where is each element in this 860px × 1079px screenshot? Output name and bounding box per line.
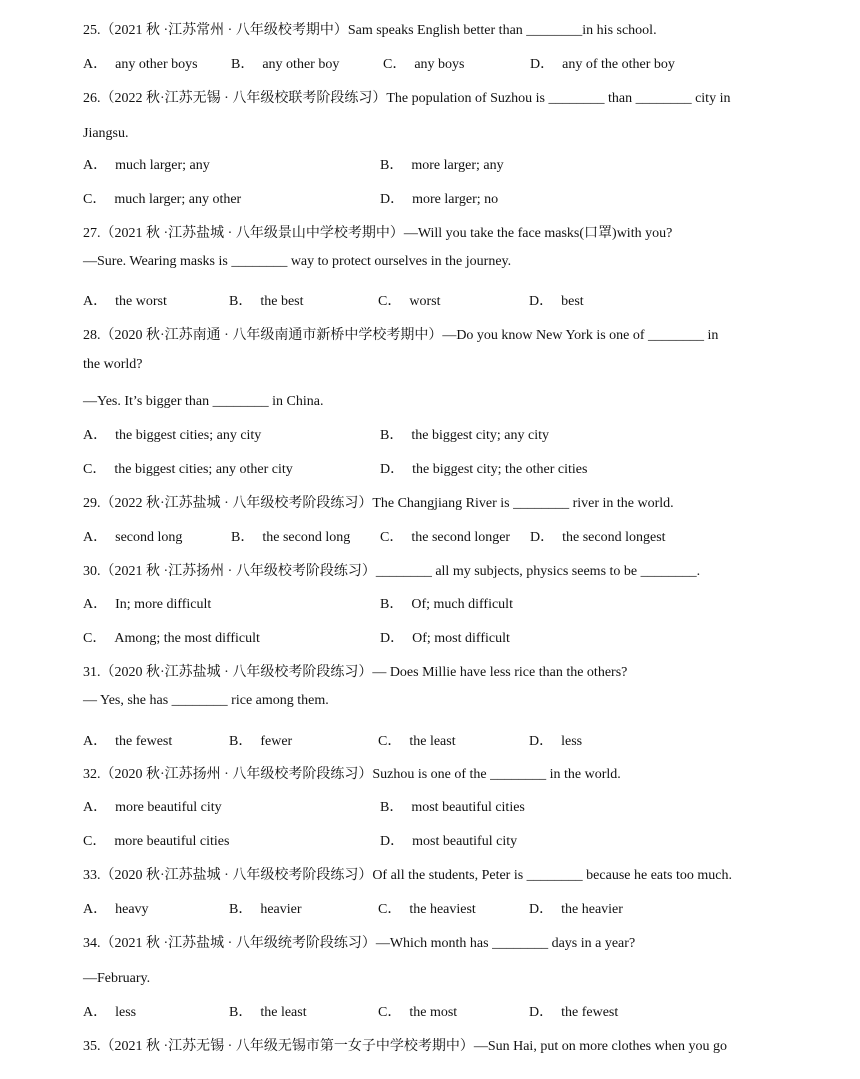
option-letter: B．: [380, 597, 404, 612]
option-letter: B．: [229, 294, 253, 309]
option-text: the heavier: [561, 902, 623, 917]
option-letter: C．: [383, 57, 407, 72]
option-text: any of the other boy: [562, 57, 675, 72]
option-letter: A．: [83, 597, 108, 612]
option-text: much larger; any: [115, 158, 210, 173]
option-letter: D．: [529, 734, 554, 749]
answer-option[interactable]: [83, 191, 241, 209]
option-letter: B．: [231, 57, 255, 72]
option-letter: B．: [380, 428, 404, 443]
option-letter: D．: [529, 902, 554, 917]
option-text: the biggest cities; any other city: [114, 462, 293, 477]
option-text: most beautiful city: [412, 834, 518, 849]
answer-option[interactable]: [229, 293, 304, 311]
option-text: the heaviest: [409, 902, 476, 917]
answer-option[interactable]: [529, 901, 623, 919]
option-letter: C．: [378, 1005, 402, 1020]
answer-option[interactable]: [529, 293, 584, 311]
question-stem: 33.（2020 秋·江苏盐城 · 八年级校考阶段练习）Of all the students, Peter is ________ because he eats too much.: [83, 868, 732, 883]
answer-option[interactable]: [530, 56, 675, 74]
option-text: more larger; any: [411, 158, 504, 173]
option-text: the worst: [115, 294, 167, 309]
option-text: Of; most difficult: [412, 631, 510, 646]
option-letter: A．: [83, 1005, 108, 1020]
answer-option[interactable]: [83, 596, 211, 614]
question-stem: 30.（2021 秋 ·江苏扬州 · 八年级校考阶段练习）________ all my subjects, physics seems to be ________.: [83, 564, 701, 579]
answer-option[interactable]: [380, 596, 513, 614]
option-text: the second long: [262, 530, 351, 545]
option-text: less: [115, 1005, 137, 1020]
answer-option[interactable]: [83, 157, 210, 175]
option-letter: A．: [83, 530, 108, 545]
answer-option[interactable]: [229, 1004, 307, 1022]
answer-option[interactable]: [83, 56, 198, 74]
answer-option[interactable]: [380, 157, 504, 175]
answer-option[interactable]: [380, 833, 517, 851]
option-letter: B．: [229, 902, 253, 917]
option-text: the best: [260, 294, 304, 309]
option-letter: D．: [380, 462, 405, 477]
answer-option[interactable]: [530, 529, 666, 547]
option-letter: A．: [83, 800, 108, 815]
question-stem: 35.（2021 秋 ·江苏无锡 · 八年级无锡市第一女子中学校考期中）—Sun Hai, put on more clothes when you go: [83, 1039, 727, 1054]
answer-option[interactable]: [229, 901, 302, 919]
option-text: the second longest: [562, 530, 666, 545]
question-stem: 28.（2020 秋·江苏南通 · 八年级南通市新桥中学校考期中）—Do you know New York is one of ________ in: [83, 328, 719, 343]
option-text: the fewest: [115, 734, 173, 749]
answer-option[interactable]: [83, 630, 260, 648]
answer-option[interactable]: [378, 733, 456, 751]
answer-option[interactable]: [383, 56, 465, 74]
option-letter: C．: [378, 734, 402, 749]
answer-option[interactable]: [380, 630, 510, 648]
option-text: more beautiful cities: [114, 834, 230, 849]
option-text: second long: [115, 530, 183, 545]
option-text: the biggest cities; any city: [115, 428, 262, 443]
option-text: fewer: [260, 734, 293, 749]
option-letter: C．: [83, 462, 107, 477]
answer-option[interactable]: [83, 461, 293, 479]
answer-option[interactable]: [231, 529, 350, 547]
option-letter: D．: [529, 1005, 554, 1020]
answer-option[interactable]: [83, 529, 182, 547]
option-text: any other boy: [262, 57, 340, 72]
option-text: heavier: [260, 902, 302, 917]
option-letter: D．: [380, 631, 405, 646]
answer-option[interactable]: [380, 191, 498, 209]
option-text: In; more difficult: [115, 597, 212, 612]
answer-option[interactable]: [378, 1004, 457, 1022]
option-text: more larger; no: [412, 192, 499, 207]
option-letter: D．: [529, 294, 554, 309]
option-letter: C．: [378, 902, 402, 917]
option-letter: D．: [530, 530, 555, 545]
answer-option[interactable]: [231, 56, 339, 74]
option-letter: B．: [231, 530, 255, 545]
option-text: best: [561, 294, 584, 309]
option-text: the most: [409, 1005, 458, 1020]
question-stem: 32.（2020 秋·江苏扬州 · 八年级校考阶段练习）Suzhou is one of the ________ in the world.: [83, 767, 621, 782]
question-stem: 27.（2021 秋 ·江苏盐城 · 八年级景山中学校考期中）—Will you take the face masks(口罩)with you?: [83, 226, 673, 241]
answer-option[interactable]: [229, 733, 292, 751]
option-letter: A．: [83, 158, 108, 173]
answer-option[interactable]: [529, 733, 582, 751]
answer-option[interactable]: [83, 427, 261, 445]
option-text: worst: [409, 294, 441, 309]
answer-option[interactable]: [378, 293, 440, 311]
question-stem: 26.（2022 秋·江苏无锡 · 八年级校联考阶段练习）The population of Suzhou is ________ than ________ city in: [83, 91, 731, 106]
option-letter: B．: [229, 734, 253, 749]
question-stem: 31.（2020 秋·江苏盐城 · 八年级校考阶段练习）— Does Millie have less rice than the others?: [83, 665, 628, 680]
answer-option[interactable]: [380, 799, 525, 817]
question-line: Jiangsu.: [83, 126, 129, 141]
answer-option[interactable]: [83, 799, 222, 817]
option-text: heavy: [115, 902, 149, 917]
option-letter: C．: [380, 530, 404, 545]
option-text: Of; much difficult: [411, 597, 513, 612]
option-letter: A．: [83, 902, 108, 917]
option-letter: A．: [83, 57, 108, 72]
option-letter: D．: [380, 834, 405, 849]
option-letter: C．: [83, 631, 107, 646]
question-stem: 34.（2021 秋 ·江苏盐城 · 八年级统考阶段练习）—Which month has ________ days in a year?: [83, 936, 636, 951]
option-text: more beautiful city: [115, 800, 222, 815]
option-letter: A．: [83, 294, 108, 309]
answer-option[interactable]: [83, 733, 172, 751]
option-text: the biggest city; the other cities: [412, 462, 588, 477]
question-line: —February.: [83, 971, 151, 986]
question-stem: 29.（2022 秋·江苏盐城 · 八年级校考阶段练习）The Changjiang River is ________ river in the world.: [83, 496, 674, 511]
option-letter: C．: [83, 192, 107, 207]
option-text: the second longer: [411, 530, 511, 545]
option-letter: B．: [380, 800, 404, 815]
question-line: — Yes, she has ________ rice among them.: [83, 693, 329, 708]
question-line: —Sure. Wearing masks is ________ way to protect ourselves in the journey.: [83, 254, 512, 269]
option-text: less: [561, 734, 583, 749]
option-text: any boys: [414, 57, 465, 72]
option-letter: B．: [229, 1005, 253, 1020]
option-letter: A．: [83, 734, 108, 749]
option-text: any other boys: [115, 57, 198, 72]
option-letter: A．: [83, 428, 108, 443]
option-letter: D．: [530, 57, 555, 72]
question-line: —Yes. It’s bigger than ________ in China.: [83, 394, 324, 409]
option-text: Among; the most difficult: [114, 631, 260, 646]
option-text: the fewest: [561, 1005, 619, 1020]
answer-option[interactable]: [83, 293, 167, 311]
option-text: the least: [260, 1005, 307, 1020]
answer-option[interactable]: [83, 901, 149, 919]
option-letter: D．: [380, 192, 405, 207]
answer-option[interactable]: [378, 901, 476, 919]
option-text: most beautiful cities: [411, 800, 525, 815]
answer-option[interactable]: [380, 427, 549, 445]
option-text: the biggest city; any city: [411, 428, 549, 443]
option-letter: C．: [378, 294, 402, 309]
option-text: much larger; any other: [114, 192, 242, 207]
answer-option[interactable]: [380, 461, 587, 479]
option-letter: C．: [83, 834, 107, 849]
answer-option[interactable]: [83, 833, 229, 851]
answer-option[interactable]: [380, 529, 510, 547]
answer-option[interactable]: [529, 1004, 618, 1022]
question-stem: 25.（2021 秋 ·江苏常州 · 八年级校考期中）Sam speaks English better than ________in his school.: [83, 23, 657, 38]
option-text: the least: [409, 734, 456, 749]
question-line: the world?: [83, 357, 143, 372]
option-letter: B．: [380, 158, 404, 173]
answer-option[interactable]: [83, 1004, 136, 1022]
